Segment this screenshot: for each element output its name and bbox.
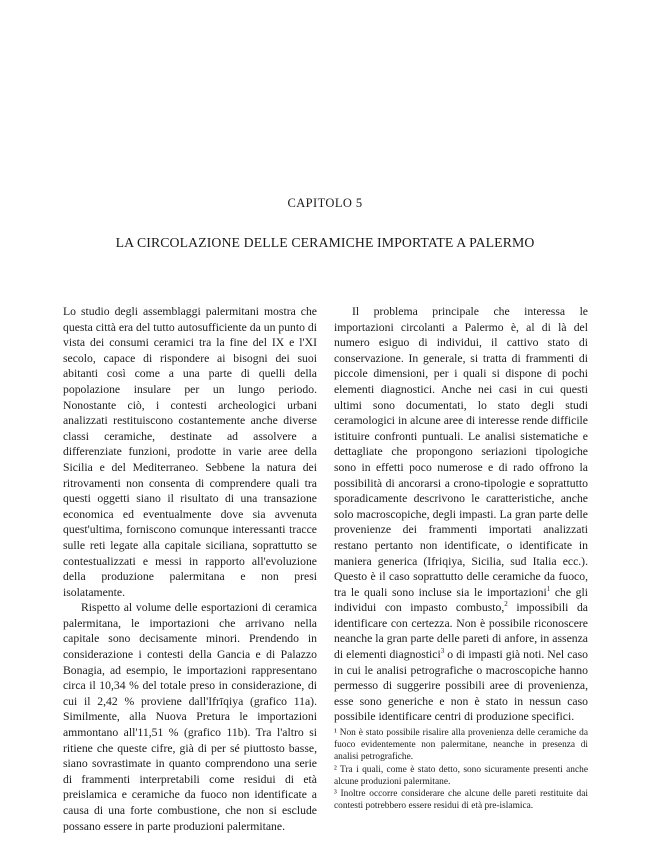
footnote-1: ¹ Non è stato possibile risalire alla provenienza delle ceramiche da fuoco evidentemente non palermitane, neanche in presenza di analisi petrografiche.: [334, 728, 588, 763]
right-paragraph-text-c: impossibili da identificare con certezza. Non è possibile riconoscere neanche la gran parte delle pareti di anfore, in assenza di elementi diagnostici: [334, 601, 588, 662]
left-paragraph-1: Lo studio degli assemblaggi palermitani mostra che questa città era del tutto autosufficiente da un punto di vista dei consumi ceramici tra la fine del IX e l'XI secolo, capace di rispondere ai bisogni dei suoi abitanti così come a una parte di quelli della popolazione insulare per un lungo periodo. Nonostante ciò, i contesti archeologici urbani analizzati restituiscono costantemente anche diverse classi ceramiche, destinate ad assolvere a differenziate funzioni, prodotte in varie aree della Sicilia e del Mediterraneo. Sebbene la natura dei ritrovamenti non consenta di comprendere quali tra questi oggetti siano il risultato di una transazione economica ed eventualmente dove sia avvenuta quest'ultima, forniscono comunque interessanti tracce sulle reti legate alla capitale siciliana, soprattutto se contestualizzati e messi in rapporto all'evoluzione della produzione palermitana e non presi isolatamente.: [63, 305, 317, 599]
left-column: [63, 304, 317, 834]
chapter-title: LA CIRCOLAZIONE DELLE CERAMICHE IMPORTATE A PALERMO: [115, 235, 535, 250]
footnote-ref-3: 3: [440, 647, 445, 656]
right-paragraph-text-a: Il problema principale che interessa le importazioni circolanti a Palermo è, al di là del numero esiguo di individui, il cattivo stato di conservazione. In generale, si tratta di frammenti di piccole dimensioni, per i quali si dispone di pochi elementi diagnostici. Anche nei casi in cui questi ultimi sono documentati, lo stato degli studi ceramologici in alcune aree di interesse rende difficile istituire confronti puntuali. Le analisi sistematiche e dettagliate che propongono seriazioni tipologiche sono in effetti poco numerose e di rado offrono la possibilità di ancorarsi a crono-tipologie e soprattutto sporadicamente descrivono le caratteristiche, anche solo macroscopiche, degli impasti. La gran parte delle provenienze dei frammenti importati analizzati restano pertanto non identificate, o identificate in maniera generica (Ifriqiya, Sicilia, sud Italia ecc.). Questo è il caso soprattutto delle ceramiche da fuoco, tra le quali sono incluse sia le importazioni: [334, 305, 588, 599]
footnote-3: ³ Inoltre occorre considerare che alcune delle pareti restituite dai contesti potrebbero essere residui di età pre-islamica.: [334, 789, 588, 812]
footnote-ref-2: 2: [504, 600, 508, 609]
right-column: [334, 304, 588, 725]
chapter-label: CAPITOLO 5: [287, 196, 363, 210]
footnote-ref-1: 1: [546, 584, 551, 593]
footnotes: [334, 727, 588, 812]
right-paragraph-text-b: che gli individui con impasto combusto,: [334, 585, 588, 615]
footnote-2: ² Tra i quali, come è stato detto, sono sicuramente presenti anche alcune produzioni palermitane.: [334, 764, 588, 787]
right-paragraph-text-d: o di impasti già noti. Nel caso in cui le analisi petrografiche o macroscopiche hanno permesso di suggerire possibili aree di provenienza, esse sono generiche e non è stato in nessun caso possibile identificare centri di produzione specifici.: [334, 648, 588, 724]
right-paragraph-1: [334, 304, 588, 725]
left-paragraph-2: Rispetto al volume delle esportazioni di ceramica palermitana, le importazioni che arrivano nella capitale sono decisamente minori. Prendendo in considerazione i contesti della Gancia e di Palazzo Bonagia, ad esempio, le importazioni rappresentano circa il 10,34 % del totale preso in considerazione, di cui il 2,42 % proviene dall'Ifrīqiya (grafico 11a). Similmente, alla Nuova Pretura le importazioni ammontano all'11,51 % (grafico 11b). Tra l'altro si ritiene che queste cifre, già di per sé piuttosto basse, siano sovrastimate in quanto comprendono una serie di frammenti interpretabili come residui di età preislamica e ceramiche da fuoco non identificate a causa di una forte combustione, che non si esclude possano essere in parte produzioni palermitane.: [63, 601, 317, 833]
